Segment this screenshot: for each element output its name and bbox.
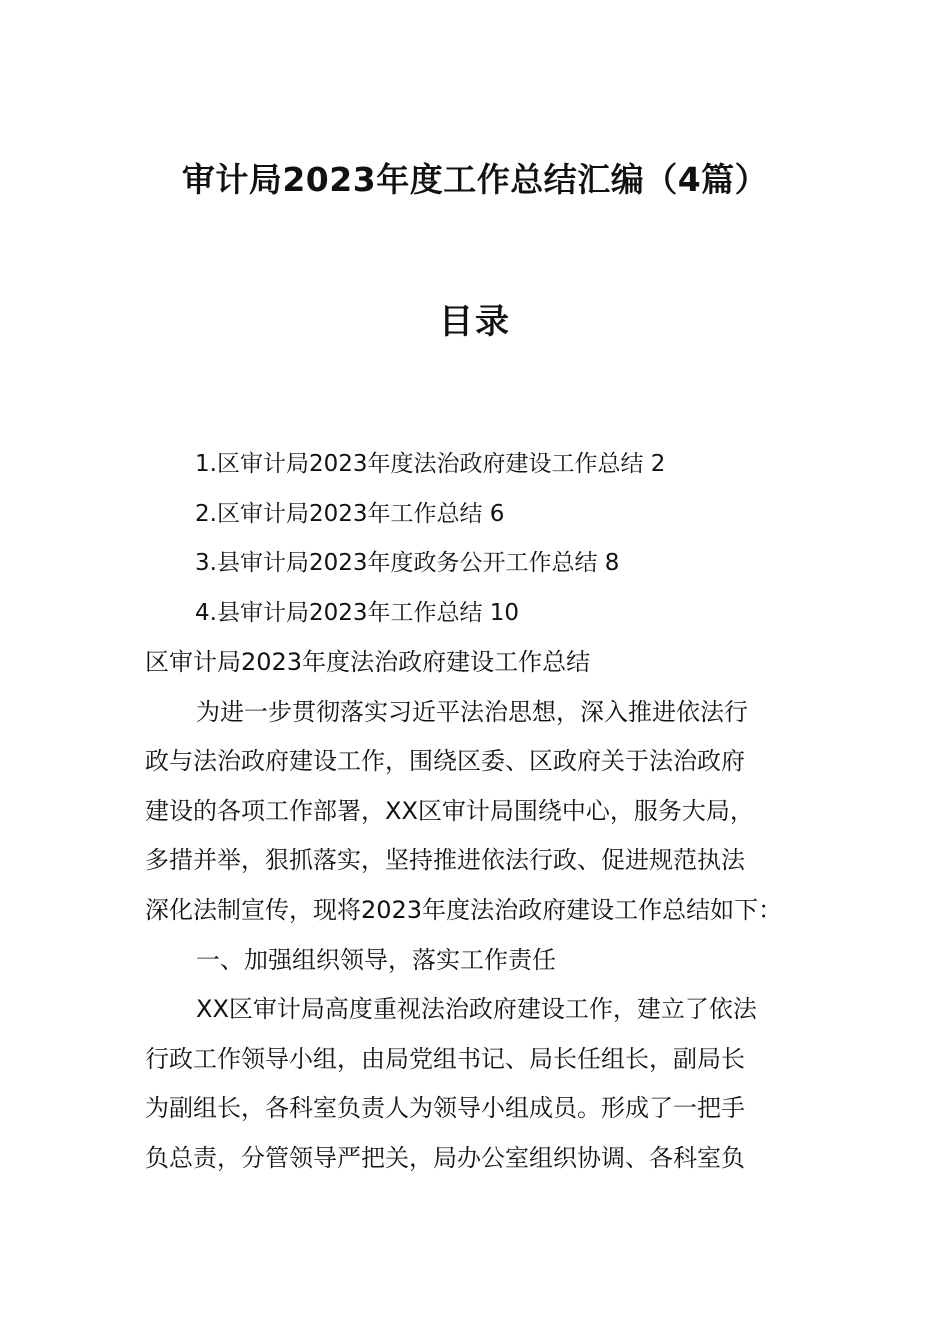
- document-body: [145, 638, 810, 1184]
- toc-item-3[interactable]: 3.县审计局2023年度政务公开工作总结 8: [195, 550, 620, 576]
- toc-item-2[interactable]: 2.区审计局2023年工作总结 6: [195, 500, 505, 527]
- paragraph-line: 为进一步贯彻落实习近平法治思想，深入推进依法行: [196, 697, 748, 726]
- paragraph-line: 政与法治政府建设工作，围绕区委、区政府关于法治政府: [145, 747, 745, 776]
- paragraph-line: 为副组长，各科室负责人为领导小组成员。形成了一把手: [145, 1094, 745, 1123]
- toc-item-1[interactable]: 1.区审计局2023年度法治政府建设工作总结 2: [195, 451, 666, 477]
- table-of-contents: [195, 440, 665, 638]
- document-title: 审计局2023年度工作总结汇编（4篇）: [181, 160, 769, 199]
- paragraph-line: 行政工作领导小组，由局党组书记、局长任组长，副局长: [145, 1044, 745, 1073]
- subsection-heading: 一、加强组织领导，落实工作责任: [196, 945, 556, 974]
- paragraph-line: 多措并举，狠抓落实，坚持推进依法行政、促进规范执法: [145, 846, 745, 875]
- toc-item-4[interactable]: 4.县审计局2023年工作总结 10: [195, 599, 520, 626]
- paragraph-line: XX区审计局高度重视法治政府建设工作，建立了依法: [196, 995, 757, 1024]
- paragraph-line: 深化法制宣传，现将2023年度法治政府建设工作总结如下：: [145, 895, 783, 924]
- toc-heading: 目录: [439, 302, 511, 342]
- paragraph-line: 建设的各项工作部署，XX区审计局围绕中心，服务大局，: [145, 796, 754, 825]
- paragraph-line: 负总责，分管领导严把关，局办公室组织协调、各科室负: [145, 1143, 745, 1172]
- section-title: 区审计局2023年度法治政府建设工作总结: [145, 648, 591, 676]
